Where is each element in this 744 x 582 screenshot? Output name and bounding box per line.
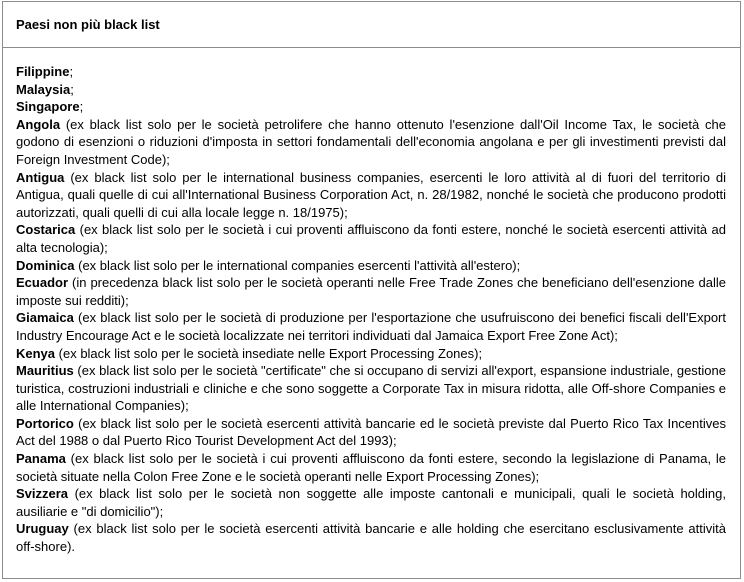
country-entry-antigua	[16, 169, 726, 222]
country-entry-mauritius	[16, 362, 726, 415]
document-table	[2, 1, 741, 579]
country-description: ;	[79, 99, 84, 115]
country-entry-svizzera	[16, 485, 726, 520]
country-name: Ecuador	[16, 275, 69, 291]
country-name: Costarica	[16, 222, 76, 238]
country-name: Antigua	[16, 169, 65, 185]
country-description: ;	[69, 64, 74, 79]
country-name: Portorico	[16, 415, 74, 431]
country-description: (ex black list solo per le società esercenti attività bancarie ed le società previste dal Puerto Rico Tax Incentives Act del 1988 o dal Puerto Rico Tourist Development Act del 1993);	[16, 415, 726, 449]
country-name: Uruguay	[16, 521, 69, 537]
country-name: Filippine	[16, 64, 70, 79]
country-entry-panama	[16, 450, 726, 485]
country-description: (ex black list solo per le società non soggette alle imposte cantonali e municipali, quali le società holding, ausiliarie e "di domicilio");	[16, 486, 726, 519]
country-entry-kenya	[16, 345, 726, 363]
country-entry-uruguay	[16, 520, 726, 555]
country-name: Mauritius	[16, 363, 74, 379]
country-entry-portorico	[16, 415, 726, 450]
country-description: (ex black list solo per le società "certificate" che si occupano di servizi all'export, espansione industriale, gestione turistica, costruzioni industriali e cliniche e che sono soggette a Corporate Tax in misura ridotta, alle Off-shore Companies e alle International Companies);	[16, 363, 726, 414]
country-name: Dominica	[16, 257, 75, 273]
country-entry-malaysia	[16, 81, 726, 99]
country-description: (ex black list solo per le società di produzione per l'esportazione che usufruiscono dei benefici fiscali dell'Export Industry Encourage Act e le società localizzate nei territori individuati dal Jamaica Export Free Zone Act);	[16, 310, 726, 343]
country-description: (ex black list solo per le società insediate nelle Export Processing Zones);	[55, 345, 483, 361]
country-name: Kenya	[16, 345, 56, 361]
country-name: Angola	[16, 116, 61, 132]
country-description: (ex black list solo per le società esercenti attività bancarie e alle holding che esercitano esclusivamente attività off-shore).	[16, 521, 726, 555]
table-body	[3, 48, 740, 556]
country-description: (ex black list solo per le international business companies, esercenti le loro attività al di fuori del territorio di Antigua, quali quelle di cui all'International Business Corporation Act, n. 28/1982, nonché le società che producono prodotti autorizzati, quali quelli di cui alla locale legge n. 18/1975);	[16, 169, 726, 220]
country-entry-filippine	[16, 63, 726, 81]
country-entry-dominica	[16, 257, 726, 275]
country-description: (ex black list solo per le società i cui proventi affluiscono da fonti estere, nonché le società esercenti attività ad alta tecnologia);	[16, 222, 726, 255]
country-description: (ex black list solo per le international companies esercenti l'attività all'estero);	[74, 257, 521, 273]
country-name: Giamaica	[16, 310, 74, 326]
country-entry-singapore	[16, 98, 726, 116]
country-description: (ex black list solo per le società petrolifere che hanno ottenuto l'esenzione dall'Oil Income Tax, le società che godono di esenzioni o riduzioni d'imposta in settori fondamentali dell'economia angolana e per gli investimenti previsti dal Foreign Investment Code);	[16, 116, 726, 167]
country-description: (ex black list solo per le società i cui proventi affluiscono da fonti estere, secondo la legislazione di Panama, le società situate nella Colon Free Zone e le società operanti nelle Export Processing Zones);	[16, 451, 726, 484]
table-header	[3, 2, 740, 48]
country-description: (in precedenza black list solo per le società operanti nelle Free Trade Zones che beneficiano dell'esenzione dalle imposte sui redditi);	[16, 275, 726, 308]
country-entry-angola	[16, 116, 726, 169]
page-title: Paesi non più black list	[16, 17, 160, 32]
country-entry-costarica	[16, 221, 726, 256]
country-name: Singapore	[16, 99, 80, 115]
country-name: Svizzera	[16, 486, 69, 502]
country-name: Panama	[16, 451, 66, 467]
country-name: Malaysia	[16, 81, 71, 97]
country-entry-giamaica	[16, 309, 726, 344]
country-description: ;	[70, 81, 74, 97]
country-entry-ecuador	[16, 274, 726, 309]
